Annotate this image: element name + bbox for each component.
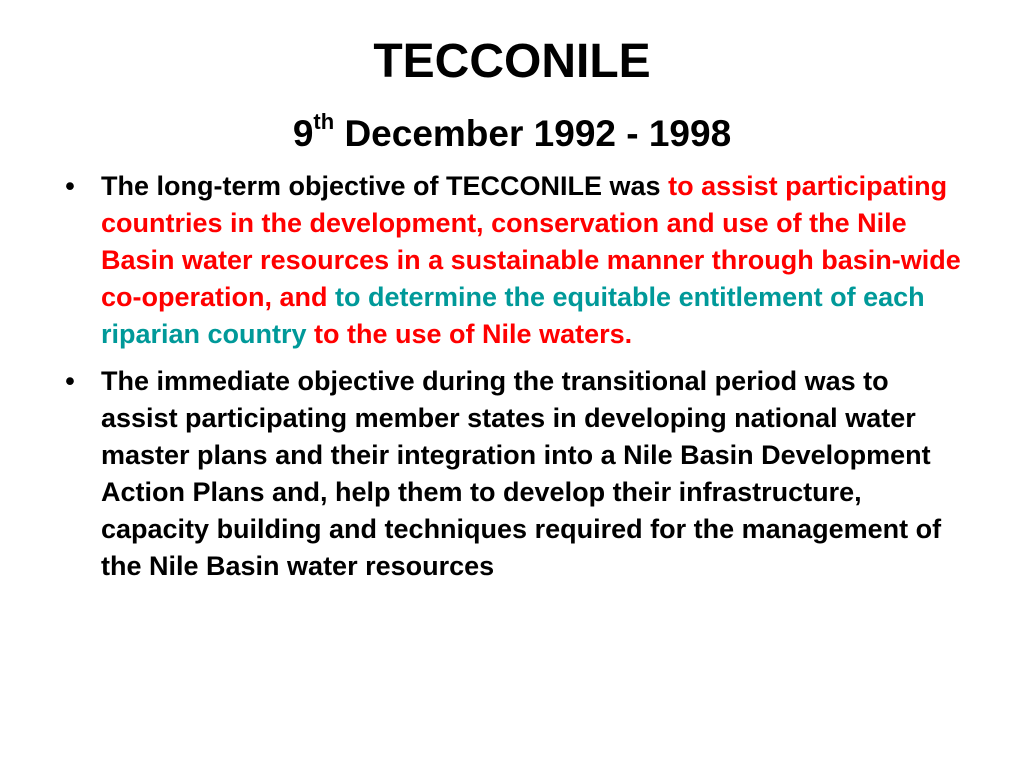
subtitle-date-range: December 1992 - 1998: [334, 113, 732, 154]
bullet-icon: •: [65, 171, 75, 201]
bullet-text-intro: The long-term objective of TECCONILE was: [101, 171, 669, 201]
bullet-text-highlight-red-end: to the use of Nile waters.: [306, 319, 633, 349]
subtitle-ordinal: th: [313, 108, 335, 134]
bullet-text: The immediate objective during the transitional period was to assist participating member states in developing national water master plans and their integration into a Nile Basin Development Action Plans and, help them to develop their infrastructure, capacity building and techniques required for the management of the Nile Basin water resources: [101, 366, 942, 581]
slide-subtitle: [0, 110, 1024, 158]
bullet-list: [60, 168, 965, 595]
bullet-icon: •: [65, 366, 75, 396]
bullet-text-highlight-teal: to determine the equitable entitlement of each riparian country: [101, 282, 925, 349]
subtitle-day: 9: [292, 113, 314, 154]
bullet-item-long-term-objective: [60, 168, 965, 353]
bullet-item-immediate-objective: [60, 363, 965, 585]
bullet-text-highlight-red: to assist participating countries in the development, conservation and use of the Nile Basin water resources in a sustainable manner through basin-wide co-operation, and: [101, 171, 961, 312]
slide-title: TECCONILE: [373, 35, 651, 88]
